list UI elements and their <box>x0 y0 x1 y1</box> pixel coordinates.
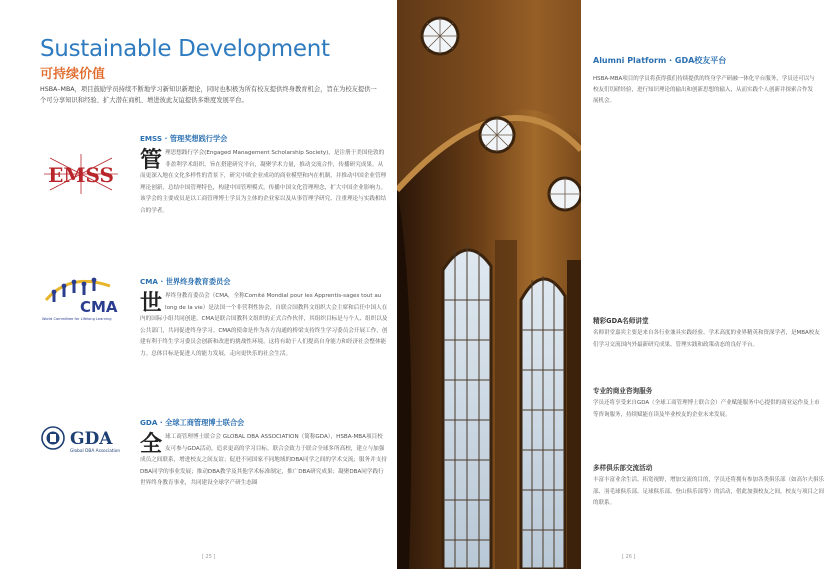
page-title-cn: 可持续价值 <box>40 67 106 82</box>
emss-logo-text: EMSS <box>48 163 114 187</box>
intro-paragraph: HSBA–MBA，项目鼓励学员持续不断地学习新知识新理论，同时也积极为所有校友提供终身教育机会，旨在为校友提供一个可分享知识和经验、扩大潜在商机、增进彼此友谊提供多维度发展平台。 <box>40 86 377 104</box>
emss-body-text: 理思想践行学会(Engaged Management Scholarship Society)，是注册于美国伦敦的非盈利学术组织，旨在搭建研究平台，凝聚学术力量，推动交流合作，传播研究成果。从而更深入地在文化多样性的背景下，研究中欧企业成功的商业模型和内在机制，并推动中国企业管理理论创新，总结中国管理特色，构建中国管理模式，传播中国文化管理理念，扩大中国企业影响力。该学会的主要成员是以工商管理博士学员为主体的企业家以及从事管理学研究、注重理论与实践相结合的学者。 <box>140 150 387 214</box>
cma-drop-cap: 世 <box>140 290 163 316</box>
gda-body <box>140 432 388 490</box>
cma-body-text: 界终身教育委员会（CMA，全称Comité Mondial pour les Apprentis-sages tout au long de la vie）是法国一个非营利性协会，自联合国教科文组织大会主席和后任中国人在内的国际小组共同创建。CMA是联合国教科文组织的正式合作伙伴，其组织目标是与个人、组织以及公共部门，共同促进终身学习。CMA的使命是作为各方沟通的桥梁支持终生学习委员会开展工作，创建有利于终生学习委员会创新和改进的挑战性环境，这将有助于人们提高自身能力和经济社会整体能力。总体目标是促进人的能力发展，走向更快乐的社会生活。 <box>140 293 388 357</box>
library-interior-photo <box>397 0 581 569</box>
emss-body <box>140 148 388 217</box>
page-number-right: [ 26 ] <box>622 554 636 560</box>
cma-logo-text: CMA <box>80 298 118 316</box>
gda-logo-text: GDA <box>70 429 113 449</box>
cma-heading: CMA · 世界终身教育委员会 <box>140 277 231 286</box>
clubs-body: 丰富丰富业余生活、拓宽视野，增加交流的目的，学员还将拥有参加各类俱乐部（如高尔夫俱乐部、羽毛球俱乐部、足球俱乐部、登山俱乐部等）的活动，借此加强校友之间，校友与项目之间的联系。 <box>593 477 825 506</box>
alumni-platform-title: Alumni Platform · GDA校友平台 <box>593 56 727 65</box>
emss-heading: EMSS · 管理奖想践行学会 <box>140 134 228 143</box>
consulting-body: 学员还将享受来自GDA（全球工商管理博士联合会）产业赋能服务中心提供的商业运作及上市等咨询服务，持续赋能在读及毕业校友的企业未来发展。 <box>593 400 820 418</box>
round-window <box>422 18 458 54</box>
cma-logo-subtext: World Committee for Lifelong Learning <box>42 317 112 321</box>
clubs-heading: 多样俱乐部交流活动 <box>593 464 653 472</box>
gda-heading: GDA · 全球工商管理博士联合会 <box>140 418 245 427</box>
round-window <box>549 178 581 210</box>
alumni-platform-intro: HSBA-MBA项目的学员将获得我们持续提供的终身学产研融一体化平台服务，学员还可以与校友们切磋经验，进行知识理论的输出和创新思想的输入，从而实践个人创新并探索合作发展机会。 <box>593 76 815 104</box>
page-number-left: [ 25 ] <box>202 554 216 560</box>
gda-logo <box>40 424 128 456</box>
left-page <box>0 0 397 569</box>
emss-logo <box>40 152 122 196</box>
round-window <box>480 118 514 152</box>
tall-window-right <box>521 276 565 569</box>
tall-window-left <box>443 245 491 569</box>
cma-body <box>140 291 388 360</box>
gda-body-text: 球工商管理博士联合会 GLOBAL DBA ASSOCIATION（简称GDA），HSBA-MBA项目校友可参与GDA活动，追求更高的学习目标。联合会致力于联合全球多所高校，建立与加强成员之间联系，增进校友之间友谊；促进不同国家不同地域的DBA同学之间的学术交流；服务并支持DBA同学的事业发展；推动DBA教学及其他学术标准制定，推广DBA研究成果；凝聚DBA同学践行世界终身教育事业，共同建设全球学产研生态圈 <box>140 434 387 486</box>
gda-drop-cap: 全 <box>140 431 163 457</box>
page-title-en: Sustainable Development <box>40 36 330 62</box>
lecture-heading: 精彩GDA名师讲堂 <box>593 317 649 325</box>
consulting-heading: 专业的商业咨询服务 <box>593 387 653 395</box>
cma-logo <box>40 266 132 322</box>
lecture-body: 名师讲堂嘉宾主要是来自各行业兼具实践经验、学术高度的业界精英和资深学者，是MBA校友们学习交流国内外最新研究成果、管理实践和政策动态的良好平台。 <box>593 330 820 348</box>
gda-logo-subtext: Global DBA Association <box>70 449 121 454</box>
emss-drop-cap: 管 <box>140 147 163 173</box>
